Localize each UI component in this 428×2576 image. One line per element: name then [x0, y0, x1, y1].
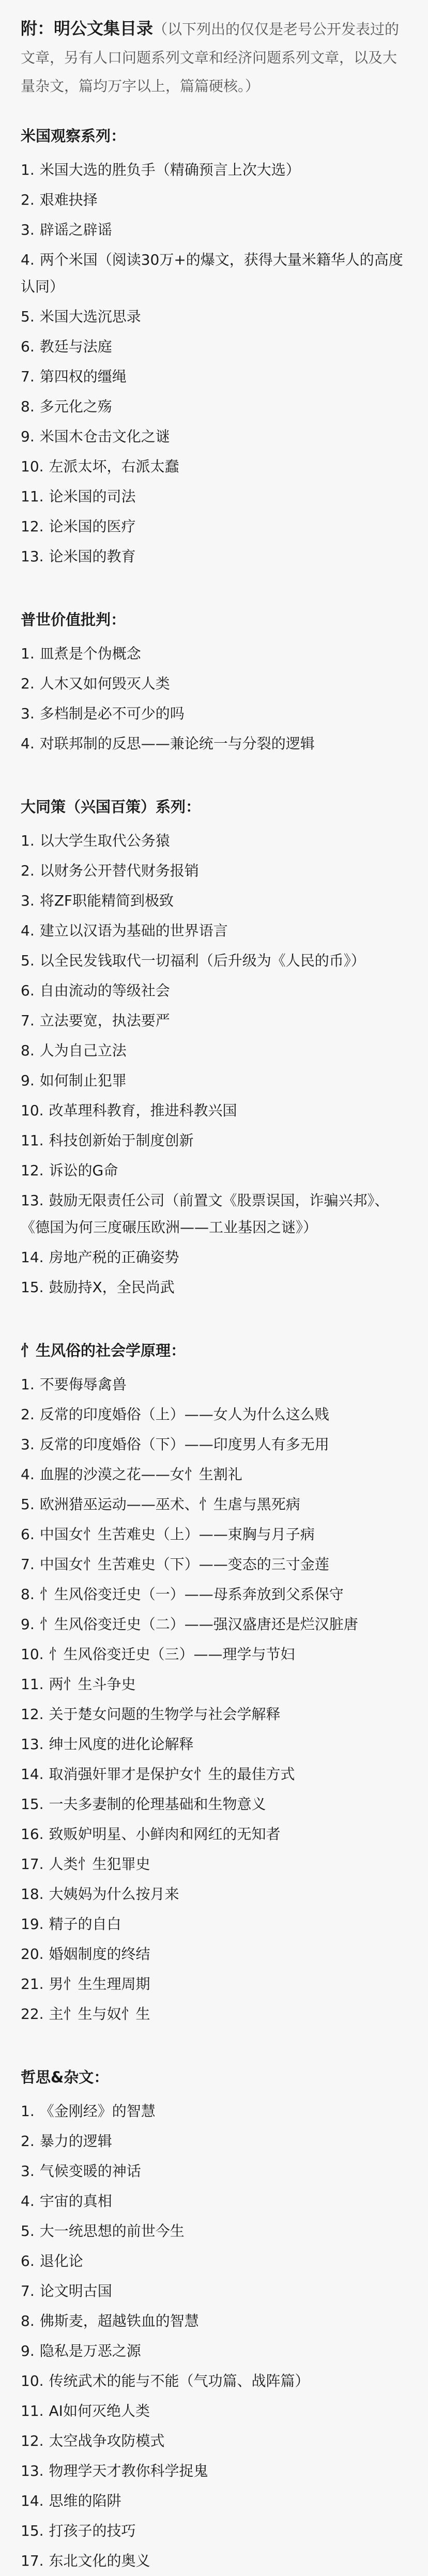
list-item [21, 2186, 407, 2216]
item-number: 11. [21, 488, 44, 505]
sections-container [21, 121, 407, 2576]
list-item [21, 2396, 407, 2426]
list-item [21, 1969, 407, 1999]
list-item [21, 1939, 407, 1969]
list-item [21, 1096, 407, 1126]
list-item [21, 1490, 407, 1520]
list-item [21, 1639, 407, 1669]
item-number: 6. [21, 982, 35, 999]
item-number: 21. [21, 1975, 44, 1992]
list-item [21, 2096, 407, 2126]
item-text: 退化论 [39, 2252, 83, 2270]
list-item [21, 1370, 407, 1400]
list-item [21, 1699, 407, 1729]
item-number: 4. [21, 922, 35, 939]
section [21, 605, 407, 759]
item-text: 打孩子的技巧 [49, 2522, 136, 2539]
item-text: 取消强奸罪才是保护女忄生的最佳方式 [49, 1766, 295, 1783]
list-item [21, 1272, 407, 1302]
header-note: （以下列出的仅仅是老号公开发表过的文章，另有人口问题系列文章和经济问题系列文章，以及大量杂文，篇均万字以上，篇篇硬核。） [21, 21, 400, 95]
item-text: 绅士风度的进化论解释 [49, 1736, 194, 1753]
list-item [21, 1006, 407, 1036]
list-item [21, 916, 407, 946]
item-number: 11. [21, 1676, 44, 1693]
list-item [21, 2486, 407, 2516]
item-number: 8. [21, 398, 35, 415]
list-item [21, 886, 407, 916]
item-text: 米国大选沉思录 [39, 308, 141, 325]
list-item [21, 1879, 407, 1909]
item-number: 16. [21, 1826, 44, 1843]
list-item [21, 155, 407, 185]
item-number: 2. [21, 1406, 35, 1423]
item-text: 不要侮辱禽兽 [39, 1376, 127, 1393]
item-text: 人为自己立法 [39, 1042, 127, 1059]
list-item [21, 2156, 407, 2186]
list-item [21, 1066, 407, 1096]
item-text: 皿煮是个伪概念 [39, 645, 141, 662]
item-text: 婚姻制度的终结 [49, 1945, 150, 1962]
item-text: 论米国的司法 [49, 488, 136, 505]
item-number: 15. [21, 1279, 44, 1296]
list-item [21, 1999, 407, 2029]
list-item [21, 1609, 407, 1639]
section [21, 792, 407, 1302]
item-number: 6. [21, 338, 35, 355]
item-text: 宇宙的真相 [39, 2192, 112, 2210]
item-number: 1. [21, 832, 35, 849]
list-item [21, 1036, 407, 1066]
item-number: 13. [21, 1736, 44, 1753]
item-text: 人木又如何毁灭人类 [39, 675, 170, 692]
list-item [21, 302, 407, 332]
section [21, 2062, 407, 2576]
item-number: 13. [21, 548, 44, 565]
item-number: 7. [21, 1556, 35, 1573]
item-number: 3. [21, 2163, 35, 2180]
item-number: 2. [21, 862, 35, 879]
list-item [21, 2216, 407, 2246]
list-item [21, 422, 407, 452]
list-item [21, 2276, 407, 2306]
item-number: 14. [21, 2492, 44, 2509]
item-number: 4. [21, 251, 35, 268]
list-item [21, 2306, 407, 2336]
item-number: 9. [21, 428, 35, 445]
list-item [21, 1520, 407, 1550]
item-number: 10. [21, 2372, 44, 2389]
list-item [21, 1243, 407, 1272]
item-text: 米国木仓击文化之谜 [39, 428, 170, 445]
item-number: 20. [21, 1945, 44, 1962]
item-number: 7. [21, 1012, 35, 1029]
list-item [21, 215, 407, 245]
item-text: 诉讼的G命 [49, 1162, 118, 1179]
item-text: 忄生风俗变迁史（二）——强汉盛唐还是烂汉脏唐 [39, 1616, 358, 1633]
item-number: 4. [21, 2192, 35, 2210]
item-number: 8. [21, 1586, 35, 1603]
item-number: 7. [21, 368, 35, 385]
list-item [21, 185, 407, 215]
list-item [21, 976, 407, 1006]
list-item [21, 1430, 407, 1460]
item-text: 血腥的沙漠之花——女忄生割礼 [39, 1466, 242, 1483]
section-title: 大同策（兴国百策）系列： [21, 798, 201, 816]
item-number: 1. [21, 1376, 35, 1393]
item-text: 精子的自白 [49, 1915, 121, 1933]
item-text: 暴力的逻辑 [39, 2133, 112, 2150]
item-number: 10. [21, 458, 44, 475]
item-number: 15. [21, 2522, 44, 2539]
item-text: 欧洲猎巫运动——巫术、忄生虐与黑死病 [39, 1496, 300, 1513]
item-text: 多元化之殇 [39, 398, 112, 415]
section-title: 普世价值批判： [21, 611, 126, 628]
item-text: 以财务公开替代财务报销 [39, 862, 199, 879]
item-number: 13. [21, 1192, 44, 1209]
section-title: 米国观察系列： [21, 127, 126, 145]
list-item [21, 2246, 407, 2276]
item-text: 物理学天才教你科学捉鬼 [49, 2462, 208, 2479]
list-item [21, 482, 407, 512]
item-number: 5. [21, 308, 35, 325]
item-number: 8. [21, 1042, 35, 1059]
item-text: 教廷与法庭 [39, 338, 112, 355]
item-number: 2. [21, 191, 35, 208]
list-item [21, 1759, 407, 1789]
item-text: 两个米国（阅读30万+的爆文，获得大量米籍华人的高度认同） [21, 251, 403, 295]
list-item [21, 946, 407, 976]
list-item [21, 392, 407, 422]
list-item [21, 2516, 407, 2546]
item-text: 一夫多妻制的伦理基础和生物意义 [49, 1796, 266, 1813]
item-text: 建立以汉语为基础的世界语言 [39, 922, 228, 939]
item-number: 19. [21, 1915, 44, 1933]
item-text: 论米国的教育 [49, 548, 136, 565]
item-number: 9. [21, 2342, 35, 2359]
item-text: 太空战争攻防模式 [49, 2432, 165, 2449]
section-title: 哲思&杂文： [21, 2068, 109, 2086]
list-item [21, 452, 407, 482]
item-text: 如何制止犯罪 [39, 1072, 127, 1089]
item-number: 3. [21, 705, 35, 722]
list-item [21, 2426, 407, 2456]
item-text: 对联邦制的反思——兼论统一与分裂的逻辑 [39, 735, 315, 752]
item-text: 男忄生生理周期 [49, 1975, 150, 1992]
item-text: 忄生风俗变迁史（一）——母系奔放到父系保守 [39, 1586, 344, 1603]
item-number: 4. [21, 735, 35, 752]
item-text: 科技创新始于制度创新 [49, 1132, 194, 1149]
item-text: 东北文化的奥义 [49, 2552, 150, 2569]
list-item [21, 245, 407, 302]
item-number: 7. [21, 2282, 35, 2299]
item-text: 论文明古国 [39, 2282, 112, 2299]
list-item [21, 699, 407, 729]
list-item [21, 1186, 407, 1243]
item-number: 3. [21, 221, 35, 238]
item-number: 18. [21, 1885, 44, 1903]
item-number: 9. [21, 1616, 35, 1633]
item-number: 1. [21, 645, 35, 662]
item-number: 5. [21, 1496, 35, 1513]
item-text: 致贩妒明星、小鲜肉和网红的无知者 [49, 1826, 281, 1843]
list-item [21, 2546, 407, 2576]
item-text: 论米国的医疗 [49, 518, 136, 535]
item-text: 反常的印度婚俗（上）——女人为什么这么贱 [39, 1406, 329, 1423]
list-item [21, 1849, 407, 1879]
item-number: 2. [21, 2133, 35, 2150]
item-text: 传统武术的能与不能（气功篇、战阵篇） [49, 2372, 310, 2389]
section [21, 1336, 407, 2029]
list-item [21, 2336, 407, 2366]
list-item [21, 1460, 407, 1490]
item-number: 4. [21, 1466, 35, 1483]
item-number: 2. [21, 675, 35, 692]
item-text: 多档制是必不可少的吗 [39, 705, 185, 722]
list-item [21, 332, 407, 362]
item-text: 鼓励无限责任公司（前置文《股票误国，诈骗兴邦》、《德国为何三度碾压欧洲——工业基因之谜》） [21, 1192, 389, 1236]
item-text: 《金刚经》的智慧 [39, 2103, 156, 2120]
item-text: 大姨妈为什么按月来 [49, 1885, 179, 1903]
item-text: 改革理科教育，推进科教兴国 [49, 1102, 237, 1119]
list-item [21, 1729, 407, 1759]
list-item [21, 1789, 407, 1819]
item-number: 14. [21, 1766, 44, 1783]
item-text: 中国女忄生苦难史（上）——束胸与月子病 [39, 1526, 315, 1543]
item-number: 17. [21, 2552, 44, 2569]
list-item [21, 512, 407, 542]
item-text: 辟谣之辟谣 [39, 221, 112, 238]
item-number: 13. [21, 2462, 44, 2479]
item-number: 12. [21, 1162, 44, 1179]
item-text: 自由流动的等级社会 [39, 982, 170, 999]
item-number: 9. [21, 1072, 35, 1089]
item-text: 人类忄生犯罪史 [49, 1856, 150, 1873]
list-item [21, 1126, 407, 1156]
item-number: 14. [21, 1249, 44, 1266]
item-number: 12. [21, 1706, 44, 1723]
list-item [21, 826, 407, 856]
list-item [21, 2366, 407, 2396]
list-item [21, 1909, 407, 1939]
item-text: 两忄生斗争史 [49, 1676, 136, 1693]
item-number: 5. [21, 952, 35, 969]
list-item [21, 1669, 407, 1699]
item-text: 关于楚女问题的生物学与社会学解释 [49, 1706, 281, 1723]
item-number: 12. [21, 518, 44, 535]
item-text: 主忄生与奴忄生 [49, 2005, 150, 2022]
item-text: 佛斯麦，超越铁血的智慧 [39, 2312, 199, 2329]
list-item [21, 856, 407, 886]
item-text: 中国女忄生苦难史（下）——变态的三寸金莲 [39, 1556, 329, 1573]
list-item [21, 1819, 407, 1849]
item-number: 11. [21, 2402, 44, 2419]
item-text: 鼓励持X，全民尚武 [49, 1279, 175, 1296]
list-item [21, 362, 407, 392]
item-number: 22. [21, 2005, 44, 2022]
item-text: 米国大选的胜负手（精确预言上次大选） [39, 161, 300, 178]
list-item [21, 639, 407, 669]
item-number: 8. [21, 2312, 35, 2329]
item-number: 6. [21, 2252, 35, 2270]
item-text: 隐私是万恶之源 [39, 2342, 141, 2359]
item-number: 1. [21, 2103, 35, 2120]
list-item [21, 542, 407, 572]
section-title: 忄生风俗的社会学原理： [21, 1342, 186, 1359]
item-number: 11. [21, 1132, 44, 1149]
page-title: 附：明公文集目录 [21, 19, 154, 38]
list-item [21, 729, 407, 759]
header-block [21, 14, 407, 100]
item-number: 10. [21, 1646, 44, 1663]
item-number: 6. [21, 1526, 35, 1543]
list-item [21, 2456, 407, 2486]
item-number: 12. [21, 2432, 44, 2449]
item-text: 立法要宽，执法要严 [39, 1012, 170, 1029]
list-item [21, 1580, 407, 1609]
item-text: 艰难抉择 [39, 191, 98, 208]
list-item [21, 1156, 407, 1186]
item-text: 第四权的缰绳 [39, 368, 127, 385]
list-item [21, 1550, 407, 1580]
item-number: 5. [21, 2222, 35, 2240]
item-text: 思维的陷阱 [49, 2492, 121, 2509]
item-text: 房地产税的正确姿势 [49, 1249, 179, 1266]
item-number: 17. [21, 1856, 44, 1873]
item-text: 气候变暖的神话 [39, 2163, 141, 2180]
item-number: 10. [21, 1102, 44, 1119]
list-item [21, 669, 407, 699]
item-number: 1. [21, 161, 35, 178]
section [21, 121, 407, 572]
list-item [21, 1400, 407, 1430]
item-text: AI如何灭绝人类 [49, 2402, 150, 2419]
item-text: 将ZF职能精简到极致 [39, 892, 174, 909]
item-text: 大一统思想的前世今生 [39, 2222, 185, 2240]
list-item [21, 2126, 407, 2156]
item-number: 15. [21, 1796, 44, 1813]
item-number: 3. [21, 892, 35, 909]
item-text: 左派太坏，右派太蠢 [49, 458, 179, 475]
item-text: 以全民发钱取代一切福利（后升级为《人民的币》） [39, 952, 365, 969]
item-number: 3. [21, 1436, 35, 1453]
item-text: 以大学生取代公务猿 [39, 832, 170, 849]
item-text: 反常的印度婚俗（下）——印度男人有多无用 [39, 1436, 329, 1453]
item-text: 忄生风俗变迁史（三）——理学与节妇 [49, 1646, 295, 1663]
